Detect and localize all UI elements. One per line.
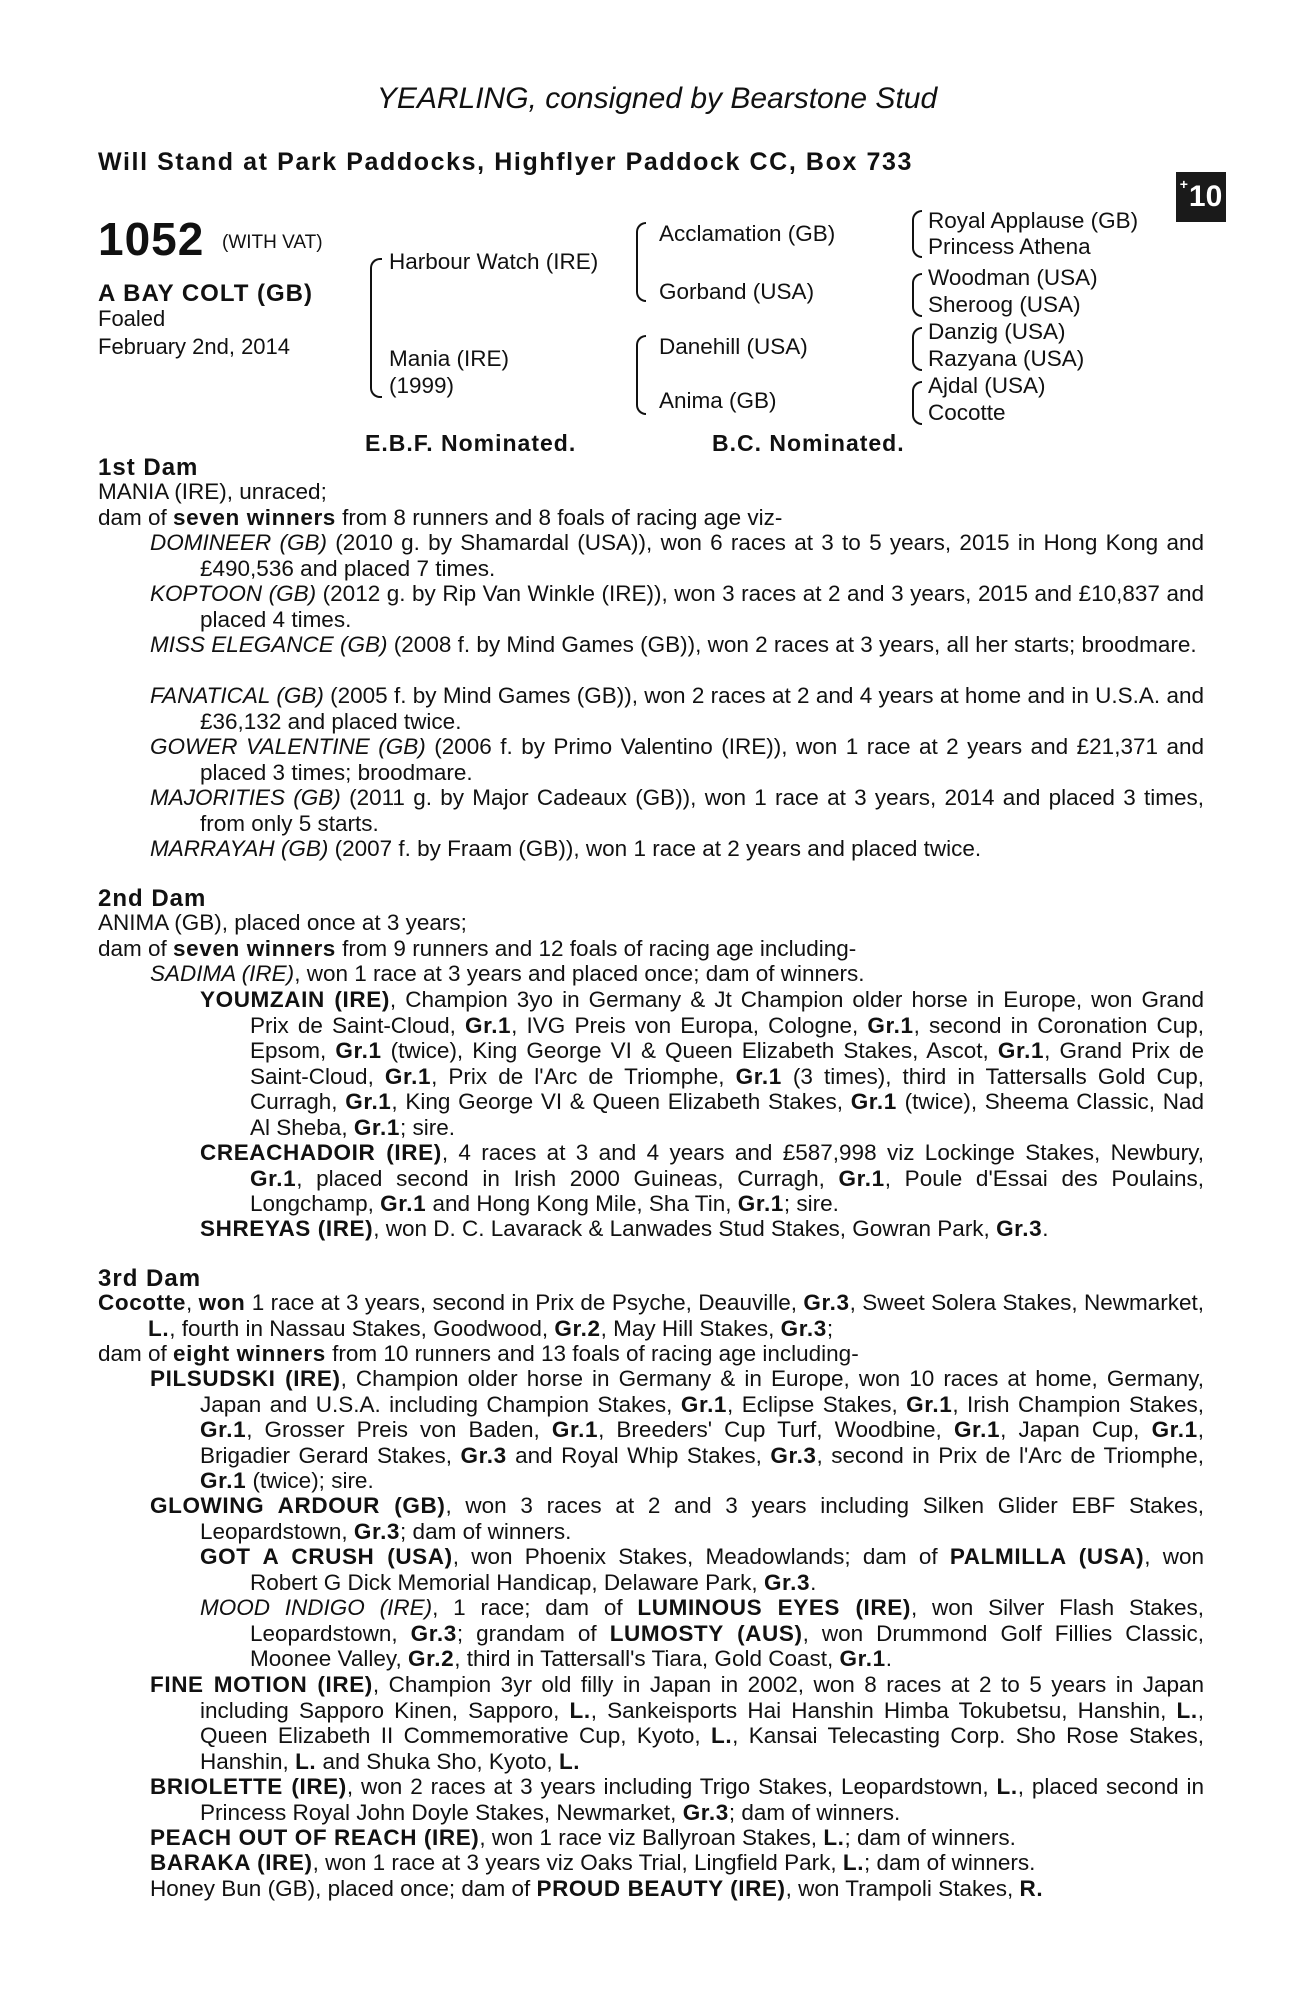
progeny-entry: MAJORITIES (GB) (2011 g. by Major Cadeaux (GB)), won 1 race at 3 years, 2014 and placed 3 times, from only 5 starts.: [150, 785, 1205, 836]
badge: + 10: [1176, 172, 1226, 222]
foaled-date: February 2nd, 2014: [98, 334, 291, 359]
grandsire-6: Razyana (USA): [928, 346, 1085, 371]
progeny-entry: MISS ELEGANCE (GB) (2008 f. by Mind Games (GB)), won 2 races at 3 years, all her starts; broodmare.: [150, 632, 1197, 657]
progeny-entry: DOMINEER (GB) (2010 g. by Shamardal (USA)), won 6 races at 3 to 5 years, 2015 in Hong Kong and £490,536 and placed 7 times.: [150, 530, 1204, 581]
grandsire-5: Danzig (USA): [928, 319, 1066, 344]
progeny-entry: GOWER VALENTINE (GB) (2006 f. by Primo Valentino (IRE)), won 1 race at 2 years and £21,371 and placed 3 times; broodmare.: [150, 734, 1204, 785]
plus-icon: +: [1179, 176, 1188, 192]
progeny-entry: Honey Bun (GB), placed once; dam of PROUD BEAUTY (IRE), won Trampoli Stakes, R.: [150, 1876, 1044, 1901]
progeny-entry: FANATICAL (GB) (2005 f. by Mind Games (GB)), won 2 races at 2 and 4 years at home and in U.S.A. and £36,132 and placed twice.: [150, 683, 1204, 734]
pedigree-brace: [370, 258, 382, 398]
dam: Mania (IRE): [389, 346, 510, 371]
pedigree-brace: [912, 210, 922, 258]
first-dam-title: 1st Dam: [98, 454, 199, 481]
sire-sire: Acclamation (GB): [659, 221, 836, 246]
pedigree-brace: [636, 222, 646, 302]
grandsire-7: Ajdal (USA): [928, 373, 1046, 398]
lot-number: 1052: [98, 213, 205, 265]
first-dam-produce-summary: dam of seven winners from 8 runners and 8 foals of racing age viz-: [98, 505, 783, 530]
progeny-entry: FINE MOTION (IRE), Champion 3yr old filly in Japan in 2002, won 8 races at 2 to 5 years in Japan including Sapporo Kinen, Sapporo, L., Sankeisports Hai Hanshin Himba Tokubetsu, Hanshin, L., Queen Elizabeth II Commemorative Cup, Kyoto, L., Kansai Telecasting Corp. Sho Rose Stakes, Hanshin, L. and Shuka Sho, Kyoto, L.: [150, 1672, 1204, 1774]
third-dam-title: 3rd Dam: [98, 1265, 202, 1292]
second-dam-produce-summary: dam of seven winners from 9 runners and 12 foals of racing age including-: [98, 936, 857, 961]
second-dam-line: ANIMA (GB), placed once at 3 years;: [98, 910, 467, 935]
grandsire-1: Royal Applause (GB): [928, 208, 1139, 233]
progeny-entry: CREACHADOIR (IRE), 4 races at 3 and 4 years and £587,998 viz Lockinge Stakes, Newbury, Gr.1, placed second in Irish 2000 Guineas, Curragh, Gr.1, Poule d'Essai des Poulains, Longchamp, Gr.1 and Hong Kong Mile, Sha Tin, Gr.1; sire.: [200, 1140, 1204, 1216]
grandsire-2: Princess Athena: [928, 234, 1091, 259]
pedigree-brace: [912, 273, 922, 317]
stand-location: Will Stand at Park Paddocks, Highflyer Paddock CC, Box 733: [98, 148, 914, 176]
progeny-entry: GOT A CRUSH (USA), won Phoenix Stakes, Meadowlands; dam of PALMILLA (USA), won Robert G Dick Memorial Handicap, Delaware Park, Gr.3.: [200, 1544, 1204, 1595]
consignment-header: YEARLING, consigned by Bearstone Stud: [376, 82, 938, 115]
dam-sire: Danehill (USA): [659, 334, 808, 359]
progeny-entry: YOUMZAIN (IRE), Champion 3yo in Germany & Jt Champion older horse in Europe, won Grand Prix de Saint-Cloud, Gr.1, IVG Preis von Europa, Cologne, Gr.1, second in Coronation Cup, Epsom, Gr.1 (twice), King George VI & Queen Elizabeth Stakes, Ascot, Gr.1, Grand Prix de Saint-Cloud, Gr.1, Prix de l'Arc de Triomphe, Gr.1 (3 times), third in Tattersalls Gold Cup, Curragh, Gr.1, King George VI & Queen Elizabeth Stakes, Gr.1 (twice), Sheema Classic, Nad Al Sheba, Gr.1; sire.: [200, 987, 1204, 1140]
grandsire-3: Woodman (USA): [928, 265, 1098, 290]
dam-year: (1999): [389, 373, 455, 398]
dam-dam: Anima (GB): [659, 388, 777, 413]
grandsire-8: Cocotte: [928, 400, 1006, 425]
sire-dam: Gorband (USA): [659, 279, 815, 304]
progeny-entry: SHREYAS (IRE), won D. C. Lavarack & Lanwades Stud Stakes, Gowran Park, Gr.3.: [200, 1216, 1049, 1241]
pedigree-brace: [912, 327, 922, 371]
grandsire-4: Sheroog (USA): [928, 292, 1081, 317]
pedigree-brace: [912, 381, 922, 425]
progeny-entry: BARAKA (IRE), won 1 race at 3 years viz Oaks Trial, Lingfield Park, L.; dam of winners.: [150, 1850, 1036, 1875]
progeny-entry: PEACH OUT OF REACH (IRE), won 1 race viz Ballyroan Stakes, L.; dam of winners.: [150, 1825, 1016, 1850]
lot-description: A BAY COLT (GB): [98, 280, 314, 307]
first-dam-line: MANIA (IRE), unraced;: [98, 479, 327, 504]
progeny-entry: PILSUDSKI (IRE), Champion older horse in Germany & in Europe, won 10 races at home, Germany, Japan and U.S.A. including Champion Stakes, Gr.1, Eclipse Stakes, Gr.1, Irish Champion Stakes, Gr.1, Grosser Preis von Baden, Gr.1, Breeders' Cup Turf, Woodbine, Gr.1, Japan Cup, Gr.1, Brigadier Gerard Stakes, Gr.3 and Royal Whip Stakes, Gr.3, second in Prix de l'Arc de Triomphe, Gr.1 (twice); sire.: [150, 1366, 1205, 1493]
progeny-entry: BRIOLETTE (IRE), won 2 races at 3 years including Trigo Stakes, Leopardstown, L., placed second in Princess Royal John Doyle Stakes, Newmarket, Gr.3; dam of winners.: [150, 1774, 1205, 1825]
third-dam-produce-summary: dam of eight winners from 10 runners and 13 foals of racing age including-: [98, 1341, 859, 1366]
pedigree-brace: [636, 335, 646, 415]
progeny-entry: KOPTOON (GB) (2012 g. by Rip Van Winkle (IRE)), won 3 races at 2 and 3 years, 2015 and £10,837 and placed 4 times.: [150, 581, 1204, 632]
foaled-label: Foaled: [98, 306, 166, 331]
second-dam-title: 2nd Dam: [98, 885, 207, 912]
sire: Harbour Watch (IRE): [389, 249, 599, 274]
progeny-entry: GLOWING ARDOUR (GB), won 3 races at 2 and 3 years including Silken Glider EBF Stakes, Leopardstown, Gr.3; dam of winners.: [150, 1493, 1204, 1544]
ebf-nominated: E.B.F. Nominated.: [365, 430, 577, 456]
progeny-entry: MOOD INDIGO (IRE), 1 race; dam of LUMINOUS EYES (IRE), won Silver Flash Stakes, Leopardstown, Gr.3; grandam of LUMOSTY (AUS), won Drummond Golf Fillies Classic, Moonee Valley, Gr.2, third in Tattersall's Tiara, Gold Coast, Gr.1.: [200, 1595, 1205, 1671]
vat-label: (WITH VAT): [222, 232, 323, 253]
progeny-entry: MARRAYAH (GB) (2007 f. by Fraam (GB)), won 1 race at 2 years and placed twice.: [150, 836, 982, 861]
progeny-entry: SADIMA (IRE), won 1 race at 3 years and placed once; dam of winners.: [150, 961, 865, 986]
bc-nominated: B.C. Nominated.: [712, 430, 905, 456]
third-dam-record: Cocotte, won 1 race at 3 years, second in Prix de Psyche, Deauville, Gr.3, Sweet Solera Stakes, Newmarket, L., fourth in Nassau Stakes, Goodwood, Gr.2, May Hill Stakes, Gr.3;: [98, 1290, 1204, 1341]
